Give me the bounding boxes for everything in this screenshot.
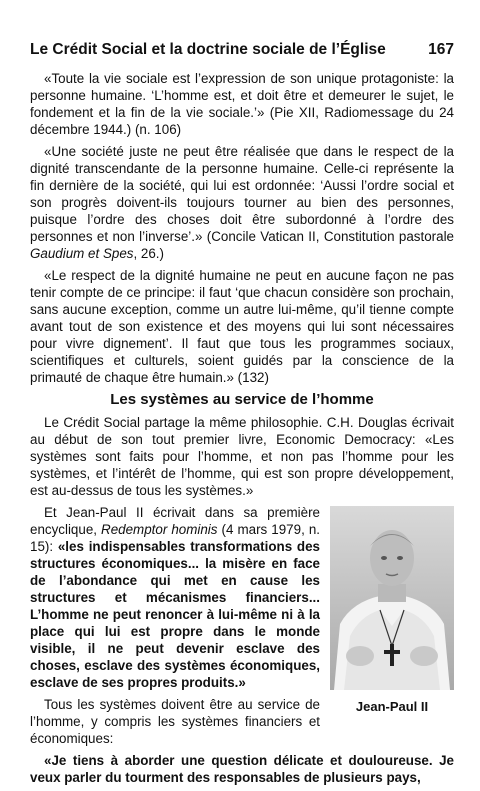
page-number: 167 [428,41,454,58]
portrait-photo [330,506,454,690]
paragraph-7: «Je tiens à aborder une question délicate et douloureuse. Je veux parler du tourment des responsables de plusieurs pays, [30,753,454,785]
paragraph-1: «Toute la vie sociale est l’expression de son unique protagoniste: la personne humaine. ‘L’homme est, et doit être et demeurer le sujet, le fondement et la fin de la vie sociale.’» (Pie XII, Radiomessage du 24 décembre 1944.) (n. 106) [30,71,454,137]
body-text [30,70,454,791]
paragraph-6: Tous les systèmes doivent être au service de l’homme, y compris les systèmes financiers et économiques: [30,697,320,746]
paragraph-3: «Le respect de la dignité humaine ne peut en aucune façon ne pas tenir compte de ce principe: il faut ‘que chacun considère son prochain, sans aucune exception, comme un autre lui-même, qu’il tienne compte avant tout de son existence et des moyens qui lui sont nécessaires pour vivre dignement’. Il faut que tous les programmes sociaux, scientifiques et culturels, soient guidés par la conscience de la primauté de chaque être humain.» (132) [30,268,454,385]
chapter-title: Le Crédit Social et la doctrine sociale de l’Église [30,41,386,58]
portrait-illustration [330,506,454,690]
section-heading: Les systèmes au service de l’homme [110,391,374,408]
running-head [30,41,454,59]
paragraph-5: Et Jean-Paul II écrivait dans sa première encyclique, Redemptor hominis (4 mars 1979, n. 15): «les indispensables transformations des structures économiques... la misère en face de l’abondance qui met en cause les structures et mécanismes financiers... L’homme ne peut renoncer à lui-même ni à la place qui lui est propre dans le monde visible, il ne peut devenir esclave des choses, esclave des systèmes économiques, esclave de ses propres produits.» [30,505,320,690]
portrait-caption: Jean-Paul II [355,699,429,714]
paragraph-2: «Une société juste ne peut être réalisée que dans le respect de la dignité transcendante de la personne humaine. Celle-ci représente la fin dernière de la société, qui lui est ordonnée: ‘Aussi l’ordre social et son progrès doivent-ils toujours tourner au bien des personnes, puisque l’ordre des choses doit être subordonné à l’ordre des personnes et non l’inverse’.» (Concile Vatican II, Constitution pastorale Gaudium et Spes, 26.) [30,144,454,261]
portrait-figure [330,506,454,715]
paragraph-4: Le Crédit Social partage la même philosophie. C.H. Douglas écrivait au début de son tout premier livre, Economic Democracy: «Les systèmes sont faits pour l’homme, et non pas l’homme pour les systèmes, et l’intérêt de l’homme, qui est son propre développement, est au-dessus de tous les systèmes.» [30,415,454,498]
